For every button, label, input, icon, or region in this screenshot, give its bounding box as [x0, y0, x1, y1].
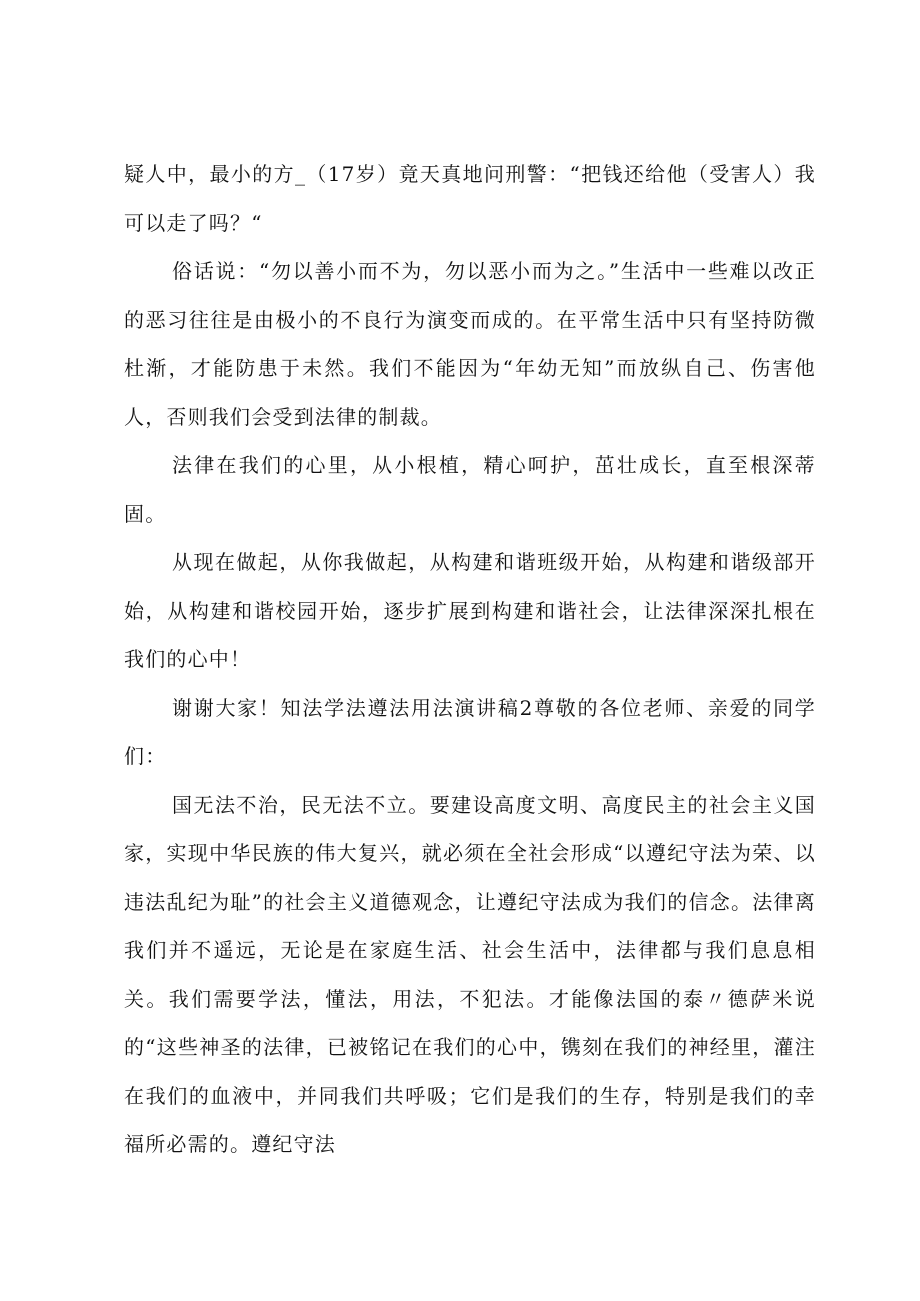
- paragraph-3: 法律在我们的心里，从小根植，精心呵护，茁壮成长，直至根深蒂固。: [124, 453, 816, 526]
- paragraph-4: 从现在做起，从你我做起，从构建和谐班级开始，从构建和谐级部开始，从构建和谐校园开始，逐步扩展到构建和谐社会，让法律深深扎根在我们的心中！: [124, 550, 816, 671]
- paragraph-6: 国无法不治，民无法不立。要建设高度文明、高度民主的社会主义国家，实现中华民族的伟大复兴，就必须在全社会形成“以遵纪守法为荣、以违法乱纪为耻”的社会主义道德观念，让遵纪守法成为我们的信念。法律离我们并不遥远，无论是在家庭生活、社会生活中，法律都与我们息息相关。我们需要学法，懂法，用法，不犯法。才能像法国的泰〃德萨米说的“这些神圣的法律，已被铭记在我们的心中，镌刻在我们的神经里，灌注在我们的血液中，并同我们共呼吸；它们是我们的生存，特别是我们的幸福所必需的。遵纪守法: [124, 792, 816, 1156]
- paragraph-1: 疑人中，最小的方_（17岁）竟天真地问刑警：“把钱还给他（受害人）我可以走了吗？“: [124, 162, 816, 235]
- paragraph-2: 俗话说：“勿以善小而不为，勿以恶小而为之。”生活中一些难以改正的恶习往往是由极小的不良行为演变而成的。在平常生活中只有坚持防微杜渐，才能防患于未然。我们不能因为“年幼无知”而放纵自己、伤害他人，否则我们会受到法律的制裁。: [124, 259, 816, 429]
- paragraph-5: 谢谢大家！知法学法遵法用法演讲稿2尊敬的各位老师、亲爱的同学们：: [124, 695, 816, 768]
- body-text: [124, 150, 816, 1169]
